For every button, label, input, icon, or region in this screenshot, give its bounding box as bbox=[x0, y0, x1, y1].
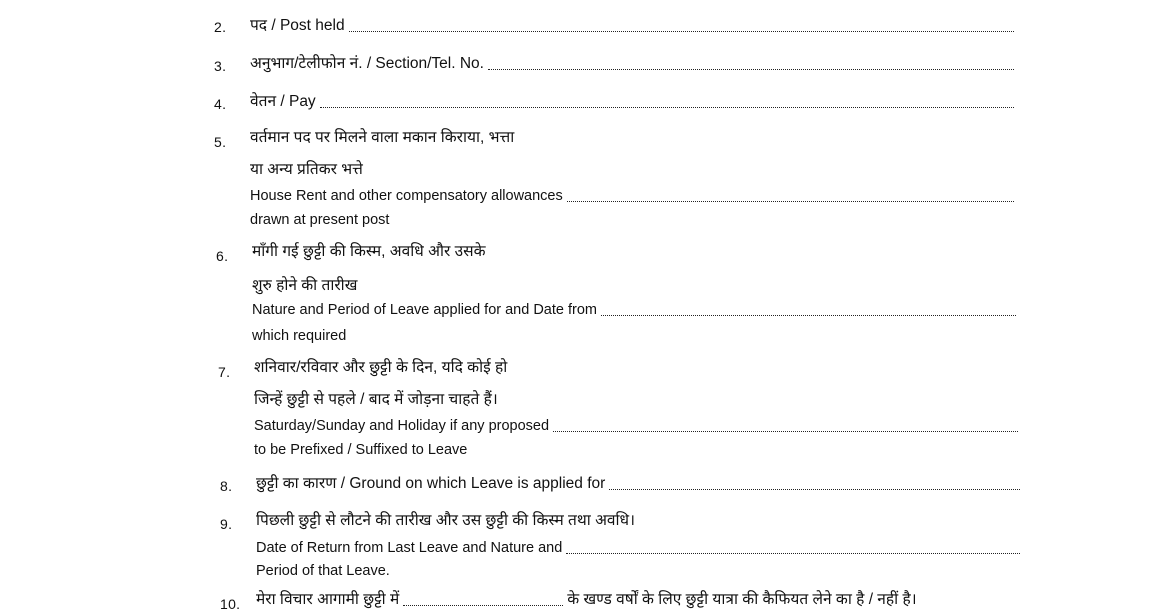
form-item-nature-of-leave bbox=[216, 242, 1016, 346]
post-held-label: पद / Post held bbox=[250, 17, 345, 34]
pay-blank bbox=[320, 107, 1014, 108]
pay-field[interactable] bbox=[250, 92, 1014, 112]
nature-of-leave-english-line-1: Nature and Period of Leave applied for and Date from bbox=[252, 302, 597, 318]
ltc-text-before: मेरा विचार आगामी छुट्टी में bbox=[256, 591, 400, 608]
item-number: 2. bbox=[214, 19, 227, 35]
item-number: 8. bbox=[220, 478, 233, 494]
ground-of-leave-field[interactable] bbox=[256, 474, 1020, 494]
ground-of-leave-label: छुट्टी का कारण / Ground on which Leave is applied for bbox=[256, 475, 606, 492]
prefix-suffix-english-line-1: Saturday/Sunday and Holiday if any proposed bbox=[254, 418, 550, 434]
ltc-field[interactable] bbox=[256, 590, 1020, 610]
item-number: 5. bbox=[214, 134, 227, 150]
post-held-blank bbox=[349, 31, 1014, 32]
item-number: 6. bbox=[216, 248, 229, 264]
nature-of-leave-field[interactable] bbox=[252, 300, 1016, 320]
prefix-suffix-hindi-line-1: शनिवार/रविवार और छुट्टी के दिन, यदि कोई हो bbox=[254, 359, 508, 376]
last-leave-english-line-2: Period of that Leave. bbox=[256, 563, 390, 579]
prefix-suffix-field[interactable] bbox=[254, 416, 1018, 436]
form-item-pay bbox=[214, 92, 1014, 116]
item-number: 7. bbox=[218, 364, 231, 380]
nature-of-leave-blank bbox=[601, 315, 1016, 316]
form-item-house-rent bbox=[214, 128, 1014, 232]
ground-of-leave-blank bbox=[609, 489, 1020, 490]
nature-of-leave-english-line-2: which required bbox=[252, 328, 347, 344]
pay-label: वेतन / Pay bbox=[250, 93, 316, 110]
house-rent-field[interactable] bbox=[250, 186, 1014, 206]
last-leave-hindi-line-1: पिछली छुट्टी से लौटने की तारीख और उस छुट्टी की किस्म तथा अवधि। bbox=[256, 512, 635, 529]
prefix-suffix-blank bbox=[553, 431, 1018, 432]
house-rent-english-line-1: House Rent and other compensatory allowances bbox=[250, 188, 563, 204]
house-rent-blank bbox=[567, 201, 1014, 202]
form-item-prefix-suffix bbox=[218, 358, 1018, 462]
nature-of-leave-hindi-line-2: शुरु होने की तारीख bbox=[252, 277, 358, 294]
form-item-ground-of-leave bbox=[220, 474, 1020, 498]
nature-of-leave-hindi-line-1: माँगी गई छुट्टी की किस्म, अवधि और उसके bbox=[252, 243, 486, 260]
section-tel-label: अनुभाग/टेलीफोन नं. / Section/Tel. No. bbox=[250, 55, 484, 72]
post-held-field[interactable] bbox=[250, 16, 1014, 36]
item-number: 10. bbox=[220, 596, 241, 610]
last-leave-english-line-1: Date of Return from Last Leave and Nature and bbox=[256, 540, 563, 556]
prefix-suffix-english-line-2: to be Prefixed / Suffixed to Leave bbox=[254, 442, 468, 458]
house-rent-hindi-line-1: वर्तमान पद पर मिलने वाला मकान किराया, भत्ता bbox=[250, 129, 515, 146]
section-tel-field[interactable] bbox=[250, 54, 1014, 74]
item-number: 9. bbox=[220, 516, 233, 532]
item-number: 4. bbox=[214, 96, 227, 112]
house-rent-hindi-line-2: या अन्य प्रतिकर भत्ते bbox=[250, 161, 363, 178]
last-leave-blank bbox=[566, 553, 1020, 554]
item-number: 3. bbox=[214, 58, 227, 74]
house-rent-english-line-2: drawn at present post bbox=[250, 212, 390, 228]
ltc-text-after: के खण्ड वर्षों के लिए छुट्टी यात्रा की कैफियत लेने का है / नहीं है। bbox=[567, 591, 917, 608]
form-item-last-leave bbox=[220, 511, 1020, 583]
ltc-blank bbox=[403, 605, 563, 606]
prefix-suffix-hindi-line-2: जिन्हें छुट्टी से पहले / बाद में जोड़ना चाहते हैं। bbox=[254, 391, 498, 408]
last-leave-field[interactable] bbox=[256, 538, 1020, 558]
form-item-post-held bbox=[214, 16, 1014, 40]
form-item-section-tel bbox=[214, 54, 1014, 78]
form-item-ltc bbox=[220, 590, 1020, 610]
section-tel-blank bbox=[488, 69, 1014, 70]
